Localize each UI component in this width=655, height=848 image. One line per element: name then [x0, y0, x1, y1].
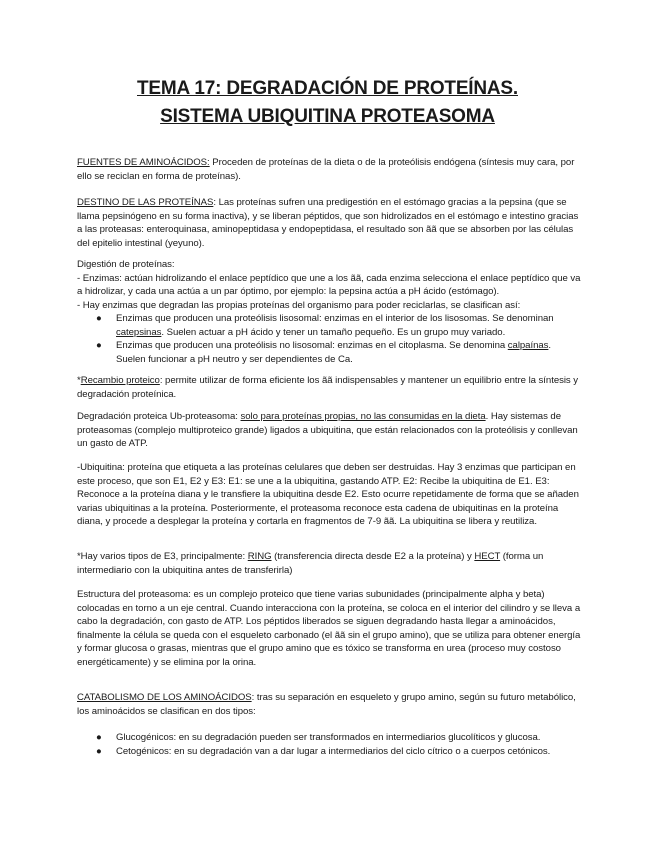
- destino-paragraph: [77, 196, 582, 250]
- e3-post: (forma un intermediario con la ubiquitina antes de transferirla): [77, 551, 544, 576]
- catabolismo-text: : tras su separación en esqueleto y grupo amino, según su futuro metabólico, los aminoácidos se clasifican en dos tipos:: [77, 692, 576, 717]
- catepsinas-term: catepsinas: [116, 326, 162, 338]
- catabolismo-list-container: [77, 731, 582, 758]
- list-item: [77, 745, 582, 759]
- bullet-icon: ●: [96, 340, 102, 351]
- e3-mid: (transferencia directa desde E2 a la proteína) y: [271, 551, 475, 562]
- ubproteasoma-underlined: solo para proteínas propias, no las consumidas en la dieta: [240, 411, 486, 422]
- fuentes-label: FUENTES DE AMINOÁCIDOS:: [77, 157, 210, 168]
- bullet-icon: ●: [96, 732, 102, 743]
- catabolismo-label: CATABOLISMO DE LOS AMINOÁCIDOS: [77, 692, 252, 703]
- fuentes-paragraph: [77, 156, 582, 183]
- digestion-section: [77, 258, 582, 366]
- hect-term: HECT: [474, 551, 501, 562]
- recambio-text: : permite utilizar de forma eficiente los ãã indispensables y mantener un equilibrio entre la síntesis y degradación proteínica.: [77, 375, 579, 400]
- document-title-line-1: TEMA 17: DEGRADACIÓN DE PROTEÍNAS.: [137, 78, 518, 99]
- ubiquitina-paragraph: -Ubiquitina: proteína que etiqueta a las proteínas celulares que deben ser destruidas. Hay 3 enzimas que participan en este proceso, que son E1, E2 y E3: E1: se une a la ubiquitina, gastando ATP. E2: Recibe la ubiquitina de E1. E3: Reconoce a la proteína diana y le transfiere la ubiquitina desde E2. Esto ocurre repetidamente de forma que se añaden varias ubiquitinas a la proteína. Posteriormente, el proteasoma reconoce esta cadena de ubiquitinas en la proteína diana, y procede a desplegar la proteína y cortarla en fragmentos de 7-9 ãã. La ubiquitina se libera y reutiliza.: [77, 462, 579, 527]
- list-item: [77, 312, 582, 339]
- list-item: [77, 731, 582, 745]
- recambio-label: Recambio proteico: [80, 375, 160, 386]
- destino-text: : Las proteínas sufren una predigestión en el estómago gracias a la pepsina (que se llama pepsinógeno en su forma inactiva), y se liberan péptidos, que son hidrolizados en el estómago e intestino gracias a las proteasas: enteroquinasa, aminopeptidasa y endopeptidasa, el resultado son ãã que se absorben por las células del epitelio intestinal (yeyuno).: [77, 197, 579, 249]
- ubproteasoma-paragraph: [77, 410, 582, 451]
- estructura-paragraph: Estructura del proteasoma: es un complejo proteico que tiene varias subunidades (principalmente alpha y beta) colocadas en torno a un eje central. Cuando interacciona con la proteína, se coloca en el interior del cilindro y se lleva a cabo la degradación, con gasto de ATP. Los péptidos liberados se siguen degradando hasta llegar a aminoácidos, finalmente la célula se queda con el esqueleto carbonado (el ãã sin el grupo amino), que se utiliza para obtener energía y formar glucosa o grasas, mientras que el grupo amino que es tóxico se transforma en urea (proceso muy costoso energéticamente) y se elimina por la orina.: [77, 589, 581, 668]
- glucogenicos-text: Glucogénicos: en su degradación pueden ser transformados en intermediarios glucolíticos y glucosa.: [116, 732, 541, 743]
- catabolismo-bullet-list: [77, 731, 582, 758]
- digestion-heading: Digestión de proteínas:: [77, 259, 175, 270]
- e3-pre: *Hay varios tipos de E3, principalmente:: [77, 551, 248, 562]
- ubproteasoma-pre: Degradación proteica Ub-proteasoma:: [77, 411, 241, 422]
- destino-label: DESTINO DE LAS PROTEÍNAS: [77, 197, 214, 208]
- fuentes-text: Proceden de proteínas de la dieta o de la proteólisis endógena (síntesis muy cara, por ello se reciclan en forma de proteínas).: [77, 157, 575, 182]
- digestion-bullet-list: [77, 312, 582, 366]
- digestion-line-1: - Enzimas: actúan hidrolizando el enlace peptídico que une a los ãã, cada enzima selecciona el enlace peptídico que va a hidrolizar, y cada una actúa a un par óptimo, por ejemplo: la pepsina actúa a pH ácido (estómago).: [77, 272, 581, 297]
- cetogenicos-text: Cetogénicos: en su degradación van a dar lugar a intermediarios del ciclo cítrico o a cuerpos cetónicos.: [116, 745, 551, 757]
- bullet-1-pre: Enzimas que producen una proteólisis lisosomal: enzimas en el interior de los lisosomas. Se denominan: [116, 313, 554, 324]
- recambio-paragraph: [77, 374, 582, 401]
- calpainas-term: calpaínas: [507, 340, 549, 351]
- ubproteasoma-post: . Hay sistemas de proteasomas (complejo multiproteico grande) ligados a ubiquitina, que están relacionados con la proteólisis y conllevan un gasto de ATP.: [77, 411, 578, 449]
- catabolismo-paragraph: [77, 691, 582, 718]
- recambio-star: *: [77, 375, 81, 386]
- document-title-line-2: SISTEMA UBIQUITINA PROTEASOMA: [160, 106, 495, 127]
- e3-paragraph: [77, 550, 582, 577]
- list-item: [77, 339, 582, 366]
- bullet-icon: ●: [96, 313, 102, 324]
- bullet-1-post: . Suelen actuar a pH ácido y tener un tamaño pequeño. Es un grupo muy variado.: [161, 326, 506, 338]
- digestion-line-2: - Hay enzimas que degradan las propias proteínas del organismo para poder reciclarlas, se clasifican así:: [77, 299, 521, 311]
- bullet-2-post: . Suelen funcionar a pH neutro y ser dependientes de Ca.: [116, 340, 552, 365]
- bullet-icon: ●: [96, 745, 102, 757]
- ring-term: RING: [247, 551, 272, 562]
- bullet-2-pre: Enzimas que producen una proteólisis no lisosomal: enzimas en el citoplasma. Se denomina: [116, 340, 508, 351]
